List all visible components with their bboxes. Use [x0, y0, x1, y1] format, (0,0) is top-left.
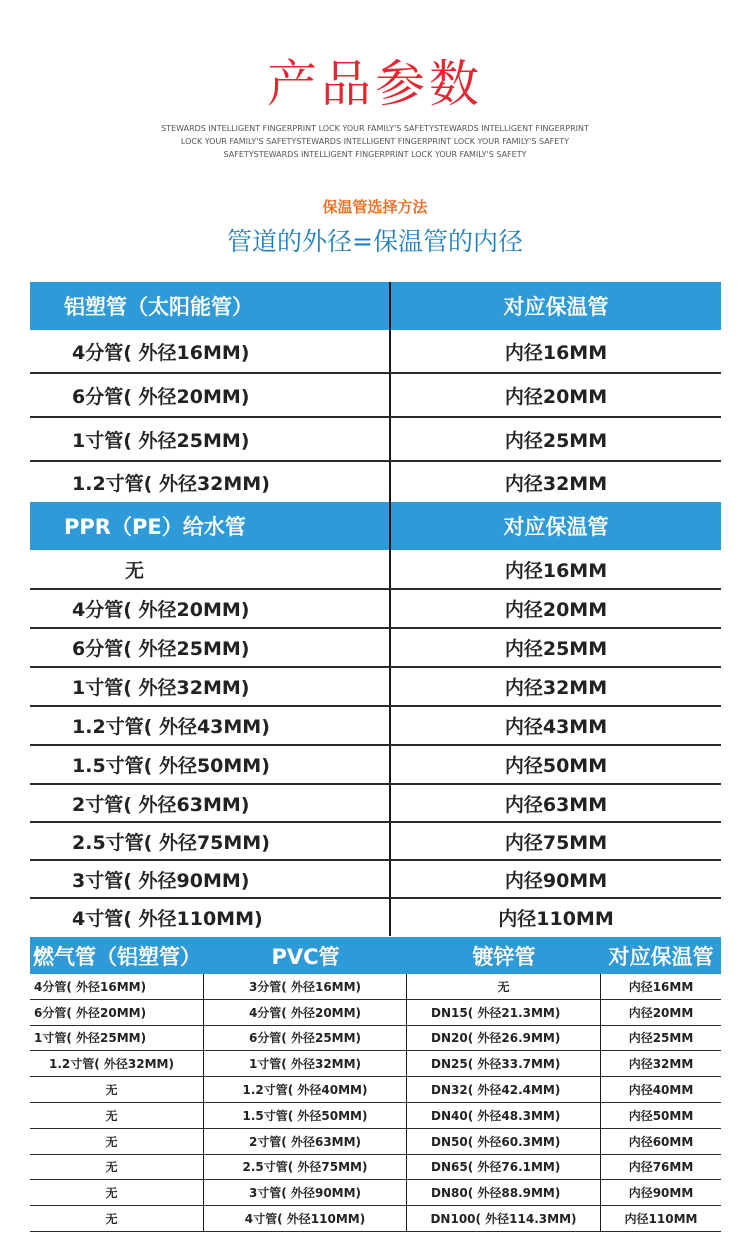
table-row	[30, 374, 721, 418]
table-row	[30, 707, 721, 746]
insulation-cell: 内径20MM	[504, 385, 608, 408]
subtext-line: STEWARDS INTELLIGENT FINGERPRINT LOCK YOUR FAMILY'S SAFETYSTEWARDS INTELLIGENT FINGERPRINT	[161, 124, 589, 133]
insulation-cell: 内径32MM	[504, 472, 608, 495]
pvc-pipe-cell: 3分管( 外径16MM)	[204, 974, 407, 999]
insulation-cell: 内径16MM	[504, 559, 608, 582]
table-row	[30, 823, 721, 861]
insulation-cell: 内径25MM	[504, 638, 608, 660]
table-row	[30, 1129, 721, 1155]
galvanized-pipe-cell: DN40( 外径48.3MM)	[407, 1103, 601, 1128]
insulation-cell: 内径60MM	[628, 1134, 694, 1149]
table-row	[30, 1051, 721, 1077]
pipe-cell: 6分管( 外径25MM)	[30, 629, 391, 666]
gas-pipe-cell: 无	[30, 1129, 204, 1154]
gas-pipe-cell: 无	[30, 1103, 204, 1128]
gas-pipe-cell: 6分管( 外径20MM)	[30, 1000, 204, 1025]
table-row	[30, 462, 721, 502]
table-row	[30, 899, 721, 936]
gas-pipe-cell: 4分管( 外径16MM)	[30, 974, 204, 999]
insulation-cell: 内径16MM	[628, 979, 694, 994]
insulation-cell: 内径20MM	[628, 1005, 694, 1020]
subtext-line: LOCK YOUR FAMILY'S SAFETYSTEWARDS INTELLIGENT FINGERPRINT LOCK YOUR FAMILY'S SAFETY	[180, 137, 570, 146]
insulation-cell: 内径63MM	[504, 793, 608, 816]
pipe-cell: 4寸管( 外径110MM)	[30, 899, 391, 936]
subtext-line: SAFETYSTEWARDS INTELLIGENT FINGERPRINT LOCK YOUR FAMILY'S SAFETY	[223, 150, 527, 159]
pvc-pipe-cell: 1.2寸管( 外径40MM)	[204, 1077, 407, 1102]
header-cell: PPR（PE）给水管	[30, 502, 391, 550]
pvc-pipe-cell: 4分管( 外径20MM)	[204, 1000, 407, 1025]
galvanized-pipe-cell: DN80( 外径88.9MM)	[407, 1180, 601, 1205]
galvanized-pipe-cell: 无	[407, 974, 601, 999]
table-row	[30, 418, 721, 462]
table-row	[30, 550, 721, 590]
header-cell: 铝塑管（太阳能管）	[30, 282, 391, 330]
header-cell: 对应保温管	[503, 515, 609, 539]
table-row	[30, 1026, 721, 1052]
insulation-cell: 内径32MM	[628, 1057, 694, 1072]
pipe-cell: 1.2寸管( 外径32MM)	[30, 462, 391, 502]
table-row	[30, 1077, 721, 1103]
gas-pipe-cell: 无	[30, 1155, 204, 1180]
method-text: 管道的外径=保温管的内径	[227, 227, 523, 256]
galvanized-pipe-cell: DN65( 外径76.1MM)	[407, 1155, 601, 1180]
pvc-pipe-cell: 2.5寸管( 外径75MM)	[204, 1155, 407, 1180]
insulation-cell: 内径25MM	[628, 1031, 694, 1046]
galvanized-pipe-cell: DN50( 外径60.3MM)	[407, 1129, 601, 1154]
insulation-cell: 内径50MM	[504, 755, 608, 777]
insulation-cell: 内径75MM	[504, 831, 608, 854]
gas-pipe-cell: 无	[30, 1206, 204, 1231]
spec-table-gas-pvc-galvanized	[30, 937, 721, 1232]
insulation-cell: 内径32MM	[504, 677, 608, 699]
table-header-aluminum-plastic	[30, 282, 721, 330]
insulation-cell: 内径90MM	[504, 869, 608, 892]
pipe-cell: 无	[30, 550, 391, 588]
pipe-cell: 2寸管( 外径63MM)	[30, 785, 391, 821]
insulation-cell: 内径90MM	[628, 1186, 694, 1201]
gas-pipe-cell: 无	[30, 1180, 204, 1205]
table-row	[30, 974, 721, 1000]
table-row	[30, 1000, 721, 1026]
table-header-multi	[30, 937, 721, 974]
pipe-cell: 4分管( 外径16MM)	[30, 330, 391, 372]
table-row	[30, 861, 721, 899]
pvc-pipe-cell: 2寸管( 外径63MM)	[204, 1129, 407, 1154]
table-row	[30, 668, 721, 707]
table-row	[30, 629, 721, 668]
table-row	[30, 1103, 721, 1129]
pipe-cell: 1.2寸管( 外径43MM)	[30, 707, 391, 744]
table-row	[30, 330, 721, 374]
header-cell: 镀锌管	[472, 944, 536, 969]
insulation-cell: 内径40MM	[628, 1083, 694, 1098]
insulation-cell: 内径43MM	[504, 716, 608, 738]
pipe-cell: 1.5寸管( 外径50MM)	[30, 746, 391, 783]
page-title: 产品参数	[267, 55, 483, 113]
insulation-cell: 内径16MM	[504, 341, 608, 364]
pipe-cell: 3寸管( 外径90MM)	[30, 861, 391, 897]
pipe-cell: 2.5寸管( 外径75MM)	[30, 823, 391, 859]
gas-pipe-cell: 无	[30, 1077, 204, 1102]
header-cell: 对应保温管	[503, 295, 609, 319]
galvanized-pipe-cell: DN100( 外径114.3MM)	[407, 1206, 601, 1231]
table-row	[30, 1155, 721, 1181]
table-row	[30, 590, 721, 629]
pvc-pipe-cell: 1寸管( 外径32MM)	[204, 1051, 407, 1076]
pvc-pipe-cell: 1.5寸管( 外径50MM)	[204, 1103, 407, 1128]
pvc-pipe-cell: 6分管( 外径25MM)	[204, 1026, 407, 1051]
table-row	[30, 746, 721, 785]
pipe-cell: 1寸管( 外径32MM)	[30, 668, 391, 705]
galvanized-pipe-cell: DN32( 外径42.4MM)	[407, 1077, 601, 1102]
pipe-cell: 4分管( 外径20MM)	[30, 590, 391, 627]
pvc-pipe-cell: 3寸管( 外径90MM)	[204, 1180, 407, 1205]
table-row	[30, 1180, 721, 1206]
insulation-cell: 内径20MM	[504, 599, 608, 621]
spec-table-pipes	[30, 282, 721, 936]
header-cell: PVC管	[271, 944, 340, 969]
header-cell: 燃气管（铝塑管）	[33, 944, 201, 969]
insulation-cell: 内径76MM	[628, 1160, 694, 1175]
gas-pipe-cell: 1寸管( 外径25MM)	[30, 1026, 204, 1051]
pvc-pipe-cell: 4寸管( 外径110MM)	[204, 1206, 407, 1231]
table-row	[30, 1206, 721, 1232]
galvanized-pipe-cell: DN15( 外径21.3MM)	[407, 1000, 601, 1025]
pipe-cell: 1寸管( 外径25MM)	[30, 418, 391, 460]
insulation-cell: 内径110MM	[624, 1212, 698, 1227]
table-header-ppr	[30, 502, 721, 550]
galvanized-pipe-cell: DN25( 外径33.7MM)	[407, 1051, 601, 1076]
gas-pipe-cell: 1.2寸管( 外径32MM)	[30, 1051, 204, 1076]
header-cell: 对应保温管	[608, 944, 714, 969]
english-subtext	[150, 122, 600, 161]
insulation-cell: 内径50MM	[628, 1108, 694, 1123]
galvanized-pipe-cell: DN20( 外径26.9MM)	[407, 1026, 601, 1051]
insulation-cell: 内径25MM	[504, 429, 608, 452]
pipe-cell: 6分管( 外径20MM)	[30, 374, 391, 416]
method-title: 保温管选择方法	[322, 198, 428, 216]
table-row	[30, 785, 721, 823]
insulation-cell: 内径110MM	[498, 908, 614, 930]
